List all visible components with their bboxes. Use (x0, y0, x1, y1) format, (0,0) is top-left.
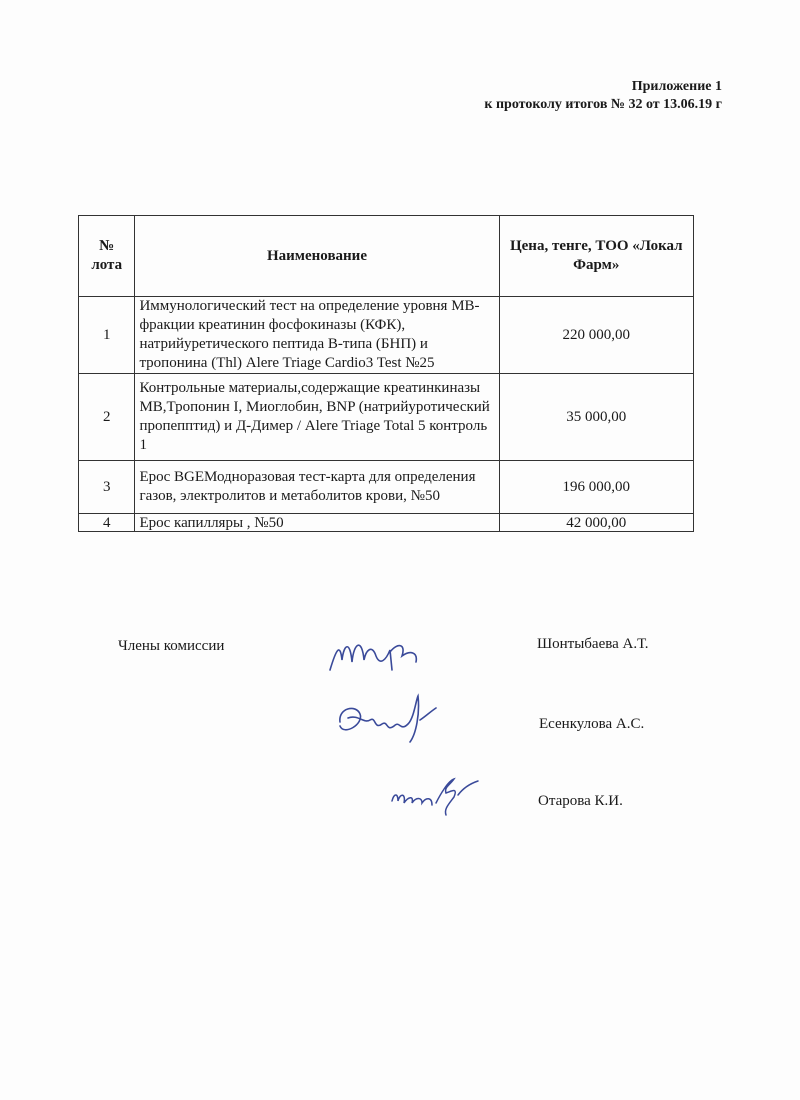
signature-shontybaeva (326, 630, 436, 680)
table-row (79, 297, 694, 374)
header-price: Цена, тенге, ТОО «Локал Фарм» (499, 216, 693, 297)
signature-otarova (388, 775, 488, 820)
appendix-header (484, 78, 722, 114)
commission-label: Члены комиссии (118, 638, 225, 654)
lot-name: Epoc BGEМодноразовая тест-карта для определения газов, электролитов и метаболитов крови, №50 (135, 461, 499, 514)
commission-member-otarova: Отарова К.И. (538, 793, 623, 809)
lot-price: 220 000,00 (499, 297, 693, 374)
lots-table (78, 215, 694, 532)
table-row (79, 461, 694, 514)
lot-number: 3 (79, 461, 135, 514)
table-row (79, 514, 694, 532)
lot-name: Контрольные материалы,содержащие креатинкиназы МВ,Тропонин I, Миоглобин, BNP (натрийуротический пропепптид) и Д-Димер / Alere Triage Total 5 контроль 1 (135, 374, 499, 461)
signature-esenkulova (334, 690, 454, 750)
lot-price: 42 000,00 (499, 514, 693, 532)
lot-name: Иммунологический тест на определение уровня МВ-фракции креатинин фосфокиназы (КФК), натрийуретического пептида В-типа (БНП) и тропонина (Thl) Alere Triage Cardio3 Test №25 (135, 297, 499, 374)
appendix-title: Приложение 1 (631, 79, 722, 94)
header-name: Наименование (135, 216, 499, 297)
lot-number: 2 (79, 374, 135, 461)
lot-number: 1 (79, 297, 135, 374)
lot-price: 35 000,00 (499, 374, 693, 461)
header-lot-number: № лота (79, 216, 135, 297)
protocol-reference: к протоколу итогов № 32 от 13.06.19 г (484, 97, 722, 112)
lot-name: Epoc капилляры , №50 (135, 514, 499, 532)
commission-member-shontybaeva: Шонтыбаева А.Т. (537, 636, 649, 652)
table-row (79, 374, 694, 461)
table-header-row (79, 216, 694, 297)
lot-price: 196 000,00 (499, 461, 693, 514)
lot-number: 4 (79, 514, 135, 532)
commission-member-esenkulova: Есенкулова А.С. (539, 716, 645, 732)
